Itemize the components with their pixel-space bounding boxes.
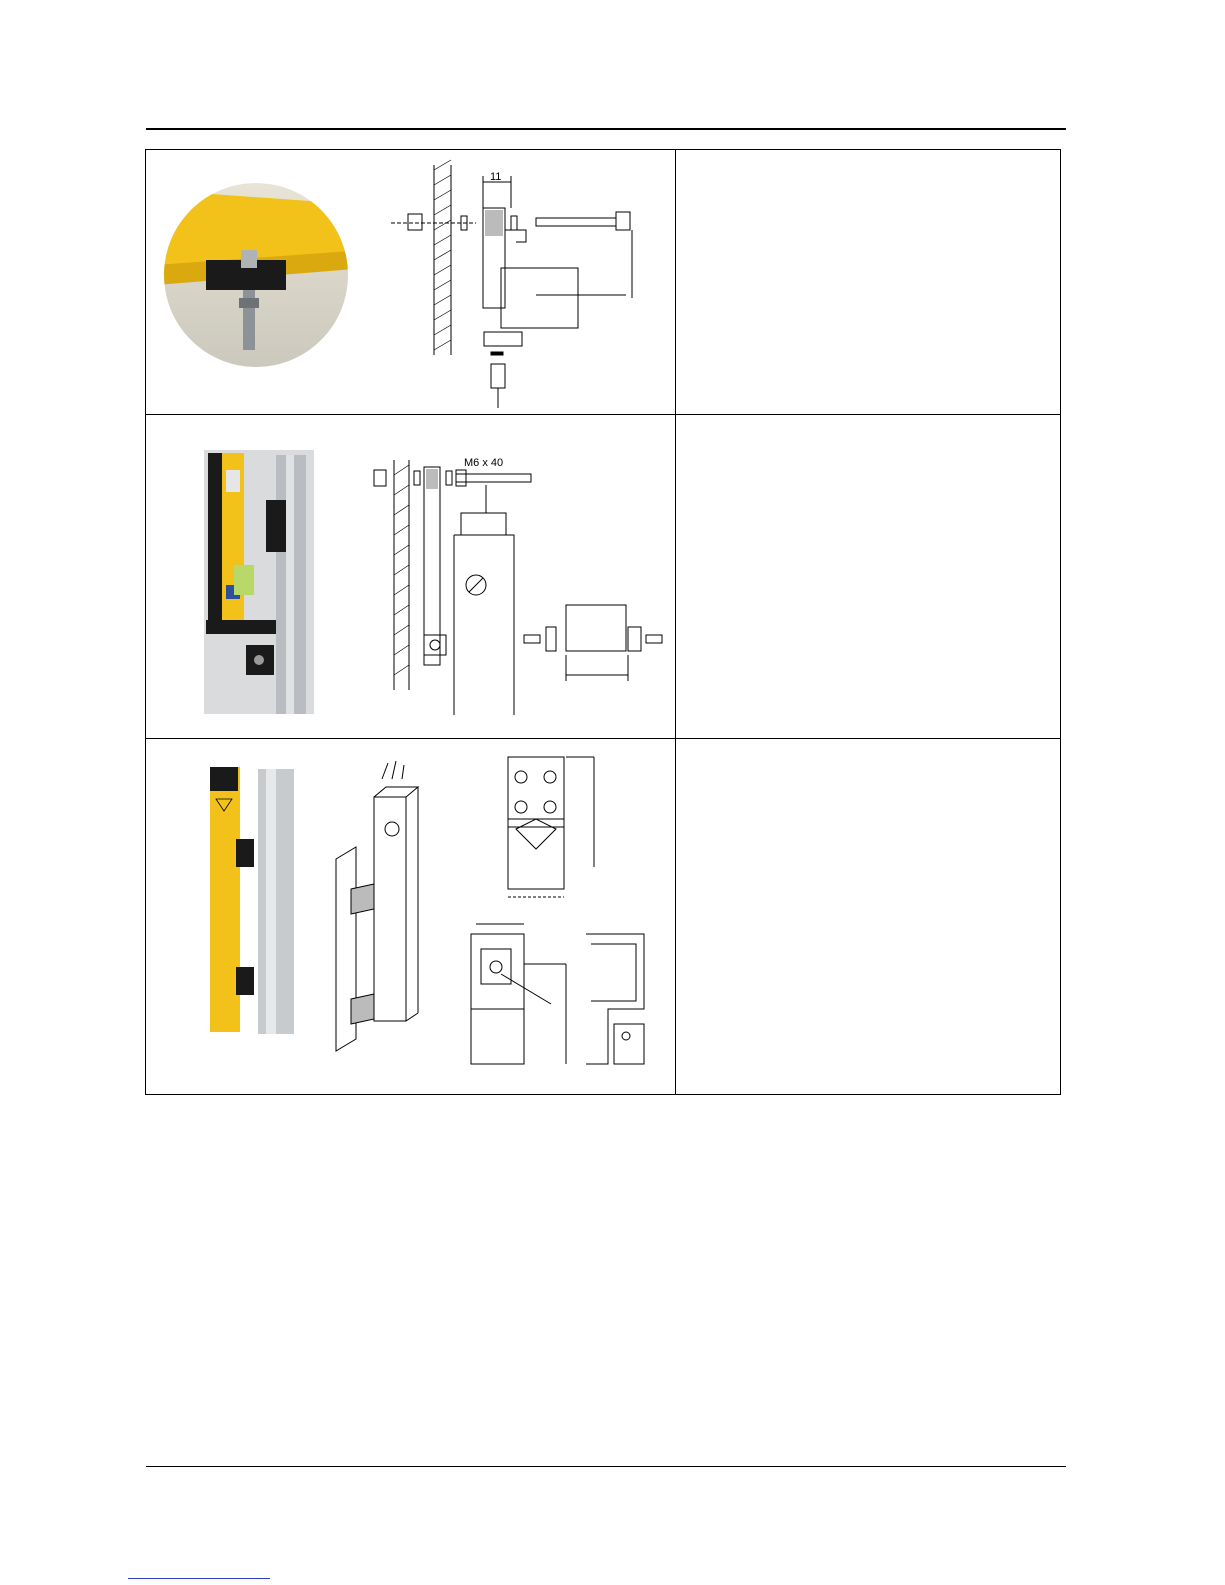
bracket-drawing <box>391 160 632 408</box>
footer-rule <box>146 1466 1066 1467</box>
bracket-drawing <box>374 460 662 715</box>
mounting-image-cell <box>146 415 676 738</box>
mounting-table <box>145 149 1061 1095</box>
sensor-with-brackets-photo <box>210 767 294 1034</box>
bracket-photo-and-drawing-2 <box>146 415 676 738</box>
bracket-photo-and-drawing-1 <box>146 150 676 414</box>
footer-link-underline[interactable] <box>128 1578 270 1579</box>
header-rule <box>146 128 1066 130</box>
sensor-on-profile-photo <box>204 450 314 714</box>
dimension-label: M6 x 40 <box>464 457 504 469</box>
bracket-dimension-drawing <box>471 757 644 1064</box>
bracket-photo-and-drawing-3 <box>146 739 676 1094</box>
description-cell <box>676 415 1060 738</box>
dimension-label: 11 <box>490 171 502 183</box>
table-row <box>146 415 1060 739</box>
bracket-photo <box>156 180 366 380</box>
table-row <box>146 150 1060 415</box>
description-cell <box>676 150 1060 414</box>
bracket-iso-drawing <box>336 761 418 1051</box>
mounting-image-cell <box>146 739 676 1094</box>
table-row <box>146 739 1060 1094</box>
description-cell <box>676 739 1060 1094</box>
mounting-image-cell <box>146 150 676 414</box>
